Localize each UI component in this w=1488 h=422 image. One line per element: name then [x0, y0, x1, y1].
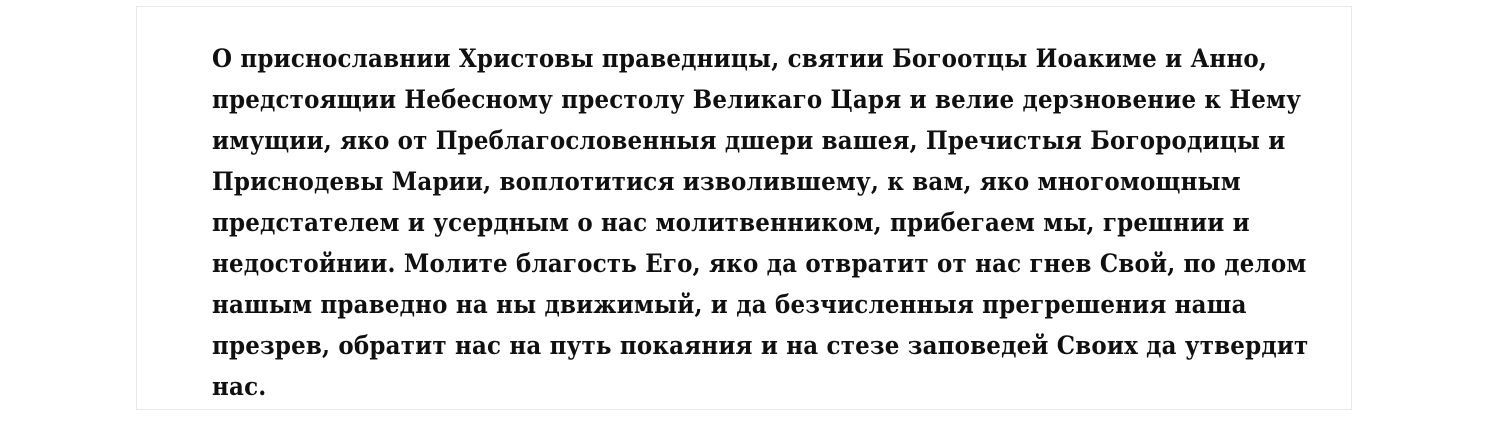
- text-panel: [136, 6, 1352, 410]
- prayer-body-text: О приснославнии Христовы праведницы, святии Богоотцы Иоакиме и Анно, предстоящии Небесному престолу Великаго Царя и велие дерзновение к Нему имущии, яко от Преблагословенныя дшери вашея, Пречистыя Богородицы и Приснодевы Марии, воплотитися изволившему, к вам, яко многомощным предстателем и усердным о нас молитвенником, прибегаем мы, грешнии и недостойнии. Молите благость Его, яко да отвратит от нас гнев Свой, по делом нашым праведно на ны движимый, и да безчисленныя прегрешения наша презрев, обратит нас на путь покаяния и на стезе заповедей Своих да утвердит нас.: [212, 44, 1317, 402]
